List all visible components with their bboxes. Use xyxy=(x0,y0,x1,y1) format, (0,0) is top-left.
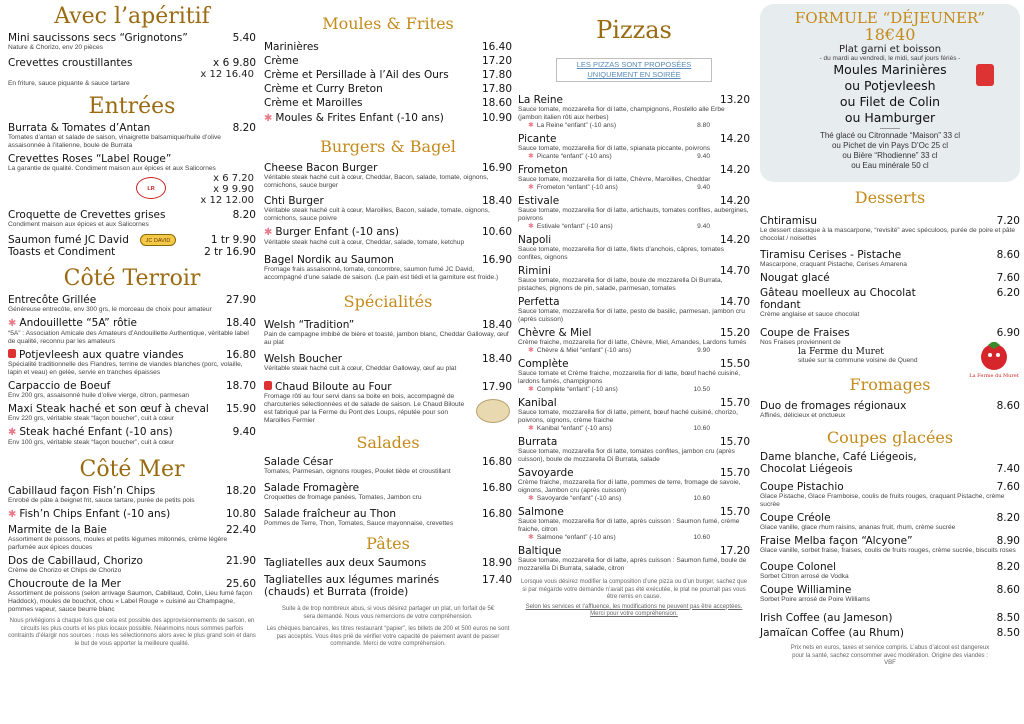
menu-item: Coupe Pistachio 7.60 Glace Pistache, Glace Framboise, coulis de fruits rouges, craquant Pistache, crème sucrée xyxy=(760,481,1020,508)
formula-price: 18€40 xyxy=(864,25,916,44)
kids-star-icon: ✱ xyxy=(8,318,17,329)
pizza-item: Baltique 17.20 Sauce tomate, mozzarella fior di latte, après cuisson : Saumon fumé, boule de mozzarella Di Burrata, salade, citron xyxy=(518,545,750,572)
aperitif-title: Avec l’apéritif xyxy=(54,4,210,29)
menu-item: Crème et Curry Breton 17.80 xyxy=(264,83,512,95)
formula-title: FORMULE “DÉJEUNER” xyxy=(794,9,986,27)
kids-star-icon: ✱ xyxy=(528,347,534,354)
menu-item: Burrata & Tomates d’Antan 8.20 Tomates d’antan et salade de saison, vinaigrette balsamique/huile d’olive assaisonnée à l’italienne, boule de Burrata xyxy=(8,122,256,149)
menu-item: ✱ Burger Enfant (-10 ans) 10.60 Véritable steak haché cuit à cœur, Cheddar, salade, tomate, ketchup xyxy=(264,226,512,246)
terroir-title: Côté Terroir xyxy=(63,266,201,291)
menu-item: Crevettes Roses “Label Rouge” La garantie de qualité. Condiment maison aux épices et aux Salicornes LR x 6 7.20 x 9 9.90 x 12 12.00 xyxy=(8,153,254,206)
kids-star-icon: ✱ xyxy=(528,153,534,160)
pizza-item: Rimini 14.70 Sauce tomate, mozzarella fior di latte, boule de mozzarella Di Burrata, pistaches, pignons de pin, salade, parmesan, tomates xyxy=(518,265,750,292)
menu-item: Chaud Biloute au Four 17.90 Fromage rôti au four servi dans sa boite en bois, accompagné de charcuteries sélectionnées et de salade de saison. Le Chaud Biloute est fabriqué par la Ferme du Pont des Loups, réputée pour son Maroilles Fermier xyxy=(264,381,512,424)
menu-item: Marmite de la Baie 22.40 Assortiment de poissons, moules et petits légumes mitonnés, crème légère parfumée aux épices douces xyxy=(8,524,256,551)
moules-title: Moules & Frites xyxy=(322,14,454,33)
pizza-item: Estivale 14.20 Sauce tomate, mozzarella fior di latte, artichauts, tomates confites, aubergines, poivrons ✱ Estivale “enfant” (-10 ans) 9.40 xyxy=(518,195,750,230)
menu-item: Coupe Williamine 8.60 Sorbet Poire arrosé de Poire Williams xyxy=(760,584,1020,603)
legal-note: Prix nets en euros, taxes et service compris. L’abus d’alcool est dangereux pour la santé, sachez consommer avec modération. Origine des viandes : VBF xyxy=(790,645,990,666)
menu-item: ✱ Fish’n Chips Enfant (-10 ans) 10.80 xyxy=(8,508,256,520)
menu-item: Welsh “Tradition” 18.40 Pain de campagne imbibé de bière et toasté, jambon blanc, Cheddar Galloway, œuf au plat xyxy=(264,319,512,346)
menu-item: Cabillaud façon Fish’n Chips 18.20 Enrobé de pâte à beignet frit, sauce tartare, purée de petits pois xyxy=(8,485,256,504)
jc-david-logo: JC DAVID xyxy=(140,234,176,246)
menu-item: Saumon fumé JC David 1 tr 9.90 Toasts et Condiment 2 tr 16.90 JC DAVID xyxy=(8,234,256,258)
pizza-item: Savoyarde 15.70 Crème fraiche, mozzarella fior di latte, pommes de terre, fromage de savoie, oignons, Jambon cru (après cuisson) ✱ Savoyarde “enfant” (-10 ans) 10.60 xyxy=(518,467,750,502)
lunch-formula-box: FORMULE “DÉJEUNER” 18€40 Plat garni et boisson - du mardi au vendredi, le midi, sauf jours fériés - Moules Marinières ou Potjevleesh ou Filet de Colin ou Hamburger Thé glacé ou Citronnade “Maison” 33 cl ou Pichet de vin Pays D’Oc 25 cl ou Bière “Rhodienne” 33 cl ou Eau minérale 50 cl xyxy=(760,4,1020,182)
kids-star-icon: ✱ xyxy=(264,113,273,124)
menu-item: Duo de fromages régionaux 8.60 Affinés, délicieux et onctueux xyxy=(760,400,1020,419)
pizza-item: La Reine 13.20 Sauce tomate, mozzarella fior di latte, champignons, Rostello alle Erbe (jambon italien rôti aux herbes) ✱ La Reine “enfant” (-10 ans) 8.80 xyxy=(518,94,750,129)
pizza-item: Burrata 15.70 Sauce tomate, mozzarella fior di latte, tomates confites, jambon cru (après cuisson), boule de mozzarella Di Burrata, salade xyxy=(518,436,750,463)
menu-item: Crème 17.20 xyxy=(264,55,512,67)
pizza-service-note: Selon les services et l’affluence, les modifications ne peuvent pas être acceptées. Merci pour votre compréhension. xyxy=(525,603,743,617)
menu-item: Choucroute de la Mer 25.60 Assortiment de poissons (selon arrivage Saumon, Cabillaud, Colin, Lieu fumé façon Haddock), moules de bouchot, chou « Label Rouge » cuisiné au Champagne, pommes vapeur, sauce beurre blanc xyxy=(8,578,256,613)
mer-title: Côté Mer xyxy=(79,457,185,482)
chaud-biloute-logo-icon xyxy=(476,399,510,423)
menu-item: Jamaïcan Coffee (au Rhum) 8.50 xyxy=(760,627,1020,639)
regional-badge-icon xyxy=(8,349,16,358)
column-4 xyxy=(760,0,1020,724)
menu-item: Dame blanche, Café Liégeois, Chocolat Liégeois 7.40 xyxy=(760,451,1020,475)
specialites-title: Spécialités xyxy=(343,292,433,311)
kids-star-icon: ✱ xyxy=(528,184,534,191)
menu-item: Salade Fromagère 16.80 Croquettes de fromage panées, Tomates, Jambon cru xyxy=(264,482,512,501)
label-rouge-logo: LR xyxy=(136,177,166,199)
burgers-title: Burgers & Bagel xyxy=(320,137,456,156)
menu-item: Nougat glacé 7.60 xyxy=(760,272,1020,284)
kids-star-icon: ✱ xyxy=(528,495,534,502)
menu-item: Bagel Nordik au Saumon 16.90 Fromage frais assaisonné, tomate, concombre, saumon fumé JC David, accompagné d’une salade de saison. (Le pain est tiédi et la garniture est froide.) xyxy=(264,254,512,281)
menu-item: Maxi Steak haché et son œuf à cheval 15.90 Env 220 grs, véritable steak “façon boucher”, cuit à cœur xyxy=(8,403,256,422)
menu-item: Crème et Persillade à l’Ail des Ours 17.80 xyxy=(264,69,512,81)
kids-star-icon: ✱ xyxy=(528,223,534,230)
pizza-item: Chèvre & Miel 15.20 Crème fraiche, mozzarella fior di latte, Chèvre, Miel, Amandes, Lardons fumés ✱ Chèvre & Miel “enfant” (-10 ans) 9.90 xyxy=(518,327,750,354)
menu-item: ✱ Steak haché Enfant (-10 ans) 9.40 Env 100 grs, véritable steak “façon boucher”, cuit à cœur xyxy=(8,426,256,446)
coupes-title: Coupes glacées xyxy=(826,428,954,447)
menu-item: Croquette de Crevettes grises 8.20 Condiment maison aux épices et aux Salicornes xyxy=(8,209,256,228)
desserts-title: Desserts xyxy=(854,188,926,207)
menu-item: Welsh Boucher 18.40 Véritable steak haché cuit à cœur, Cheddar Galloway, œuf au plat xyxy=(264,353,512,372)
pizza-modification-note: Lorsque vous désirez modifier la composition d’une pizza ou d’un burger, sachez que si par mégarde votre demande n’avait pas été exécutée, le plat ne pourrait pas vous être remis en cause. xyxy=(520,579,748,600)
menu-item: Entrecôte Grillée 27.90 Généreuse entrecôte, env 300 grs, le morceau de choix pour amateur xyxy=(8,294,256,313)
menu-item: ✱ Moules & Frites Enfant (-10 ans) 10.90 xyxy=(264,112,512,124)
menu-item: Tagliatelles aux légumes marinés (chauds) et Burrata (froide) 17.40 xyxy=(264,574,512,598)
menu-item: Irish Coffee (au Jameson) 8.50 xyxy=(760,612,1020,624)
pizza-item: Napoli 14.20 Sauce tomate, mozzarella fior di latte, filets d’anchois, câpres, tomates confites, oignons xyxy=(518,234,750,261)
menu-item: Salade fraîcheur au Thon 16.80 Pommes de Terre, Thon, Tomates, Sauce mayonnaise, crevettes xyxy=(264,508,512,527)
pizza-item: Perfetta 14.70 Sauce tomate, mozzarella fior di latte, pesto de basilic, parmesan, jambon cru (après cuisson) xyxy=(518,296,750,323)
menu-item: Crème et Maroilles 18.60 xyxy=(264,97,512,109)
pizza-item: Kanibal 15.70 Sauce tomate, mozzarella fior di latte, piment, bœuf haché cuisiné, chorizo, poivrons, oignons, crème fraiche ✱ Kanibal “enfant” (-10 ans) 10.60 xyxy=(518,397,750,432)
kids-star-icon: ✱ xyxy=(8,427,17,438)
kids-star-icon: ✱ xyxy=(528,425,534,432)
entrees-title: Entrées xyxy=(88,94,176,119)
menu-item: Tagliatelles aux deux Saumons 18.90 xyxy=(264,557,512,569)
menu-item: Crevettes croustillantes x 6 9.80 x 12 16.40 En friture, sauce piquante & sauce tartare xyxy=(8,57,256,87)
pizza-item: Frometon 14.20 Sauce tomate, mozzarella fior di latte, Chèvre, Maroilles, Cheddar ✱ Frometon “enfant” (-10 ans) 9.40 xyxy=(518,164,750,191)
menu-item: Mini saucissons secs “Grignotons” 5.40 Nature & Chorizo, env 20 pièces xyxy=(8,32,256,51)
menu-item: Chti Burger 18.40 Véritable steak haché cuit à cœur, Maroilles, Bacon, salade, tomate, oignons, cornichons, sauce poivre xyxy=(264,195,512,222)
regional-badge-icon xyxy=(264,381,272,390)
menu-item: Coupe Créole 8.20 Glace vanille, glace rhum raisins, ananas fruit, rhum, crème sucrée xyxy=(760,512,1020,531)
menu-item: Potjevleesh aux quatre viandes 16.80 Spécialité traditionnelle des Flandres, terrine de viandes blanches (porc, volaille, lapin et veau) en gelée, servie en tranches épaisses xyxy=(8,349,256,376)
menu-item: ✱ Andouillette “5A” rôtie 18.40 “5A” : Association Amicale des Amateurs d’Andouillette Authentique, véritable label de qualité, reconnu par les amateurs xyxy=(8,317,256,345)
menu-item: Marinières 16.40 xyxy=(264,41,512,53)
menu-item: Carpaccio de Boeuf 18.70 Env 200 grs, assaisonné huile d’olive vierge, citron, parmesan xyxy=(8,380,256,399)
svg-text:La Ferme du Muret: La Ferme du Muret xyxy=(969,373,1019,379)
sharing-note: Suite à de trop nombreux abus, si vous désirez partager un plat, un forfait de 5€ sera demandé. Nous vous remercions de votre compréhension. xyxy=(281,606,495,620)
menu-item: Coupe de Fraises 6.90 Nos Fraises proviennent de la Ferme du Muret située sur la commune voisine de Quend La Ferme du Muret xyxy=(760,327,1020,379)
payment-note: Les chèques bancaires, les titres restaurant “papier”, les billets de 200 et 500 euros ne sont pas acceptés. Vous êtes prié de vérifier votre capacité de paiement avant de passer commande. Merci de votre compréhension. xyxy=(266,626,510,647)
fromages-title: Fromages xyxy=(849,375,931,394)
kids-star-icon: ✱ xyxy=(528,534,534,541)
menu-item: Coupe Colonel 8.20 Sorbet Citron arrosé de Vodka xyxy=(760,561,1020,580)
menu-item: Salade César 16.80 Tomates, Parmesan, oignons rouges, Poulet tiède et croustillant xyxy=(264,456,512,475)
regional-badge-icon xyxy=(976,64,994,86)
pizzas-evening-note: LES PIZZAS SONT PROPOSÉES UNIQUEMENT EN SOIRÉE xyxy=(556,58,712,82)
pates-title: Pâtes xyxy=(366,534,410,553)
menu-item: Fraise Melba façon “Alcyone” 8.90 Glace vanille, sorbet fraise, fraises, coulis de fruits rouges, crème sucrée, biscuits roses xyxy=(760,535,1020,554)
salades-title: Salades xyxy=(356,433,420,452)
menu-item: Cheese Bacon Burger 16.90 Véritable steak haché cuit à cœur, Cheddar, Bacon, salade, tomate, oignons, cornichons, sauce burger xyxy=(264,162,512,189)
kids-star-icon: ✱ xyxy=(528,386,534,393)
pizzas-title: Pizzas xyxy=(596,16,672,44)
menu-item: Tiramisu Cerises - Pistache 8.60 Mascarpone, craquant Pistache, Cerises Amarena xyxy=(760,249,1020,268)
strawberry-farm-logo-icon xyxy=(969,339,1019,379)
pizza-item: Picante 14.20 Sauce tomate, mozzarella fior di latte, spianata piccante, poivrons ✱ Picante “enfant” (-10 ans) 9.40 xyxy=(518,133,750,160)
column-1 xyxy=(8,0,256,724)
sourcing-note: Nous privilégions à chaque fois que cela est possible des approvisionnements de saison, en circuits les plus courts et les plus locaux possible. Néanmoins nous sommes parfois contraints d’élargir nos sources : nous les sélectionnons alors avec le plus grand soin et dans le but de vous apporter la meilleure qualité. xyxy=(8,618,256,647)
kids-star-icon: ✱ xyxy=(264,227,273,238)
kids-star-icon: ✱ xyxy=(8,509,17,520)
menu-item: Gâteau moelleux au Chocolat fondant 6.20 Crème anglaise et sauce chocolat xyxy=(760,287,1020,318)
column-3 xyxy=(518,0,750,724)
menu-item: Dos de Cabillaud, Chorizo 21.90 Crème de Chorizo et Chips de Chorizo xyxy=(8,555,256,574)
menu-item: Chtiramisu 7.20 Le dessert classique à la mascarpone, “revisité” avec spéculoos, purée de poire et pâte chocolat / noisettes xyxy=(760,215,1020,242)
pizza-item: Salmone 15.70 Sauce tomate, mozzarella fior di latte, après cuisson : Saumon fumé, crème fraiche, citron ✱ Salmone “enfant” (-10 ans) 10.60 xyxy=(518,506,750,541)
column-2 xyxy=(264,0,512,724)
pizza-item: Complète 15.50 Sauce tomate et Crème fraiche, mozzarella fior di latte, bœuf haché cuisiné, lardons fumés, champignons ✱ Complète “enfant” (-10 ans) 10.50 xyxy=(518,358,750,393)
kids-star-icon: ✱ xyxy=(528,122,534,129)
